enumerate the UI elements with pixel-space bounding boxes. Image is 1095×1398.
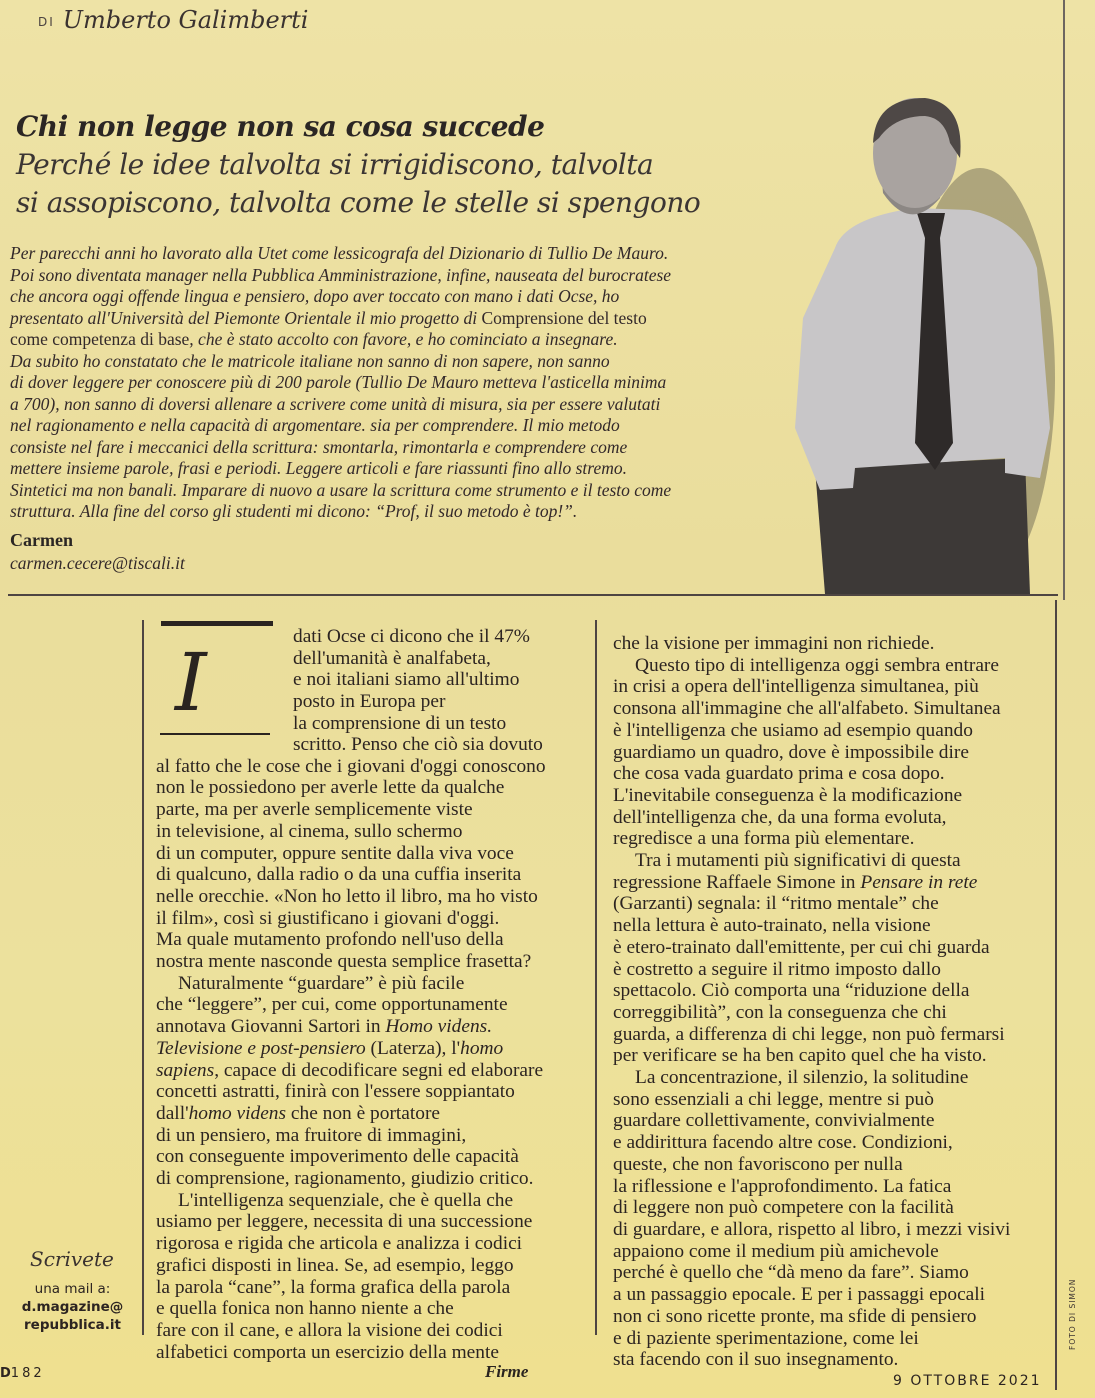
text-line: è l'intelligenza che usiamo ad esempio quando xyxy=(613,719,973,741)
text-line: posto in Europa per xyxy=(293,691,446,713)
text-line: è costretto a seguire il ritmo imposto dallo xyxy=(613,958,941,980)
letter-line: a 700), non sanno di doversi allenare a scrivere come unità di misura, sia per essere valutati xyxy=(10,393,661,414)
text-line: di un pensiero, ma fruitore di immagini, xyxy=(156,1124,467,1146)
byline xyxy=(38,6,308,34)
answer-column-1-intro xyxy=(293,626,530,735)
text-line: nelle orecchie. «Non ho letto il libro, ma ho visto xyxy=(156,885,538,907)
letter-line: Da subito ho constatato che le matricole italiane non sanno di non sapere, non sanno xyxy=(10,350,610,371)
text-line: La concentrazione, il silenzio, la solitudine xyxy=(635,1067,969,1089)
dropcap-rule-top xyxy=(161,621,273,626)
text-span: che non è portatore xyxy=(286,1102,441,1124)
letter-signature: Carmen xyxy=(10,530,73,550)
headline-subtitle-2: si assopiscono, talvolta come le stelle si spengono xyxy=(16,186,701,219)
text-line: alfabetici comporta un esercizio della mente xyxy=(156,1341,499,1363)
text-line: che “leggere”, per cui, come opportunamente xyxy=(156,994,508,1016)
page-number: 182 xyxy=(10,1366,45,1381)
text-line: in crisi a opera dell'intelligenza simultanea, più xyxy=(613,676,979,698)
book-title: Televisione e post-pensiero xyxy=(156,1037,366,1059)
letter-line: Per parecchi anni ho lavorato alla Utet come lessicografa del Dizionario di Tullio De Mauro. xyxy=(10,243,669,263)
text-line: e addirittura facendo altre cose. Condizioni, xyxy=(613,1132,953,1154)
text-line: di leggere non può competere con la facilità xyxy=(613,1197,954,1219)
text-line: la parola “cane”, la forma grafica della parola xyxy=(156,1276,511,1298)
text-line: guardiamo un quadro, dove è impossibile dire xyxy=(613,741,969,763)
byline-author: Umberto Galimberti xyxy=(62,6,309,34)
headline xyxy=(16,108,736,222)
text-line xyxy=(156,1103,546,1125)
photo-credit: FOTO DI SIMON xyxy=(1068,1278,1077,1350)
text-line: e quella fonica non hanno niente a che xyxy=(156,1298,454,1320)
text-line: di guardare, e allora, rispetto al libro, i mezzi visivi xyxy=(613,1218,1011,1240)
text-line: (Garzanti) segnala: il “ritmo mentale” che xyxy=(613,893,939,915)
letter-line: Sintetici ma non banali. Imparare di nuovo a usare la scrittura come strumento e il testo come xyxy=(10,479,672,500)
letter-line-text: presentato all'Università del Piemonte Orientale il mio progetto di xyxy=(10,307,482,328)
text-line xyxy=(156,1060,546,1082)
sidebar-line: una mail a: xyxy=(34,1281,111,1297)
column-divider-right xyxy=(1055,600,1057,1390)
project-name-cont: come competenza di base xyxy=(10,329,190,349)
text-line: a un passaggio epocale. E per i passaggi epocali xyxy=(613,1284,986,1306)
text-line: Tra i mutamenti più significativi di questa xyxy=(635,850,961,872)
text-line: queste, che non favoriscono per nulla xyxy=(613,1153,903,1175)
text-line: e noi italiani siamo all'ultimo xyxy=(293,669,520,691)
text-line: spettacolo. Ciò comporta una “riduzione della xyxy=(613,980,970,1002)
section-name: Firme xyxy=(485,1362,529,1381)
text-span: annotava Giovanni Sartori in xyxy=(156,1016,386,1038)
text-line: non ci sono ricette pronte, ma sfide di pensiero xyxy=(613,1305,977,1327)
text-line: Ma quale mutamento profondo nell'uso della xyxy=(156,929,504,951)
text-line: è etero-trainato dall'emittente, per cui chi guarda xyxy=(613,936,990,958)
letter-line-text: , che è stato accolto con favore, e ho cominciato a insegnare. xyxy=(189,329,618,349)
book-title: Pensare in rete xyxy=(860,871,978,893)
text-line: scritto. Penso che ciò sia dovuto xyxy=(293,734,543,755)
term: homo videns xyxy=(188,1102,287,1124)
text-line: Naturalmente “guardare” è più facile xyxy=(178,972,465,994)
text-line: correggibilità”, con la conseguenza che chi xyxy=(613,1001,947,1023)
text-line: Questo tipo di intelligenza oggi sembra entrare xyxy=(635,654,1000,676)
text-line: guarda, a differenza di chi legge, non può fermarsi xyxy=(613,1023,1005,1045)
sidebar-title: Scrivete xyxy=(30,1247,114,1271)
text-span: (Laterza), l' xyxy=(365,1037,461,1059)
text-line: rigorosa e rigida che articola e analizza i codici xyxy=(156,1233,523,1255)
text-line: che cosa vada guardato prima e cosa dopo. xyxy=(613,763,945,785)
reader-letter xyxy=(10,243,745,523)
text-line: regredisce a una forma più elementare. xyxy=(613,828,915,850)
answer-column-2 xyxy=(613,633,1010,1371)
text-line: in televisione, al cinema, sullo schermo xyxy=(156,820,463,842)
page-folio xyxy=(0,1366,45,1381)
text-line: fare con il cane, e allora la visione dei codici xyxy=(156,1319,503,1341)
text-line: la comprensione di un testo xyxy=(293,712,507,734)
folio-prefix: D xyxy=(0,1366,11,1381)
byline-prefix: DI xyxy=(38,14,55,29)
text-line: il film», così si giustificano i giovani d'oggi. xyxy=(156,907,500,929)
text-line: con conseguente impoverimento delle capacità xyxy=(156,1146,519,1168)
headline-title: Chi non legge non sa cosa succede xyxy=(16,110,545,143)
letter-email[interactable]: carmen.cecere@tiscali.it xyxy=(10,553,185,573)
text-line: per verificare se ha ben capito quel che ha visto. xyxy=(613,1045,987,1067)
text-line: sta facendo con il suo insegnamento. xyxy=(613,1349,899,1371)
text-line: di un computer, oppure sentite dalla viva voce xyxy=(156,842,514,864)
issue-date: 9 OTTOBRE 2021 xyxy=(893,1373,1042,1389)
text-line: usiamo per leggere, necessita di una successione xyxy=(156,1211,533,1233)
sidebar-email-1[interactable]: d.magazine@ xyxy=(21,1299,124,1315)
project-name: Comprensione del testo xyxy=(481,307,647,328)
text-line: dell'intelligenza che, da una forma evoluta, xyxy=(613,806,947,828)
text-line: sono essenziali a chi legge, mentre si può xyxy=(613,1088,934,1110)
term: sapiens xyxy=(156,1059,215,1081)
text-line: appaiono come il medium più amichevole xyxy=(613,1240,939,1262)
answer-column-1 xyxy=(156,734,546,1363)
letter-line: mettere insieme parole, frasi e periodi. Leggere articoli e fare riassunti fino allo stremo. xyxy=(10,458,627,478)
letter-line: struttura. Alla fine del corso gli studenti mi dicono: “Prof, il suo metodo è top!”. xyxy=(10,501,578,521)
text-line: di comprensione, ragionamento, giudizio critico. xyxy=(156,1168,534,1190)
column-divider-left xyxy=(142,620,144,1335)
text-line: di qualcuno, dalla radio o da una cuffia inserita xyxy=(156,864,522,886)
sidebar-contact xyxy=(10,1280,135,1334)
text-line: concetti astratti, finirà con l'essere soppiantato xyxy=(156,1081,515,1103)
term: homo xyxy=(460,1037,504,1059)
text-line: consona all'immagine che all'alfabeto. Simultanea xyxy=(613,698,1001,720)
text-line xyxy=(613,872,1010,894)
headline-subtitle-1: Perché le idee talvolta si irrigidiscono, talvolta xyxy=(16,148,654,181)
text-span: regressione Raffaele Simone in xyxy=(613,871,861,893)
column-divider-middle xyxy=(595,620,597,1335)
text-line: grafici disposti in linea. Se, ad esempio, leggo xyxy=(156,1254,514,1276)
text-line: dati Ocse ci dicono che il 47% xyxy=(293,626,530,647)
letter-line: consiste nel fare i meccanici della scrittura: smontarla, rimontarla e comprendere come xyxy=(10,436,628,457)
text-line: al fatto che le cose che i giovani d'oggi conoscono xyxy=(156,755,546,777)
sidebar-email-2[interactable]: repubblica.it xyxy=(24,1317,121,1333)
horizontal-divider xyxy=(8,594,1058,596)
text-line: non le possiedono per averle lette da qualche xyxy=(156,777,505,799)
letter-line: che ancora oggi offende lingua e pensiero, dopo aver toccato con mano i dati Ocse, ho xyxy=(10,286,620,306)
drop-cap: I xyxy=(175,636,207,729)
text-line: nella lettura è auto-trainato, nella visione xyxy=(613,915,931,937)
text-span: dall' xyxy=(156,1102,189,1124)
text-line: nostra mente nasconde questa semplice frasetta? xyxy=(156,951,532,973)
letter-line: Poi sono diventata manager nella Pubblica Amministrazione, infine, nauseata del burocratese xyxy=(10,264,672,285)
author-photo xyxy=(775,98,1075,594)
letter-line xyxy=(10,329,745,351)
text-line: parte, ma per averle semplicemente viste xyxy=(156,799,473,821)
text-line xyxy=(156,1016,546,1038)
letter-line xyxy=(10,308,745,330)
text-line: e di paziente sperimentazione, come lei xyxy=(613,1327,919,1349)
text-span: , capace di decodificare segni ed elaborare xyxy=(214,1059,544,1081)
letter-line: nel ragionamento e nella capacità di argomentare. sia per comprendere. Il mio metodo xyxy=(10,415,620,435)
text-line: che la visione per immagini non richiede. xyxy=(613,633,935,654)
text-line: perché è quello che “dà meno da fare”. Siamo xyxy=(613,1262,969,1284)
text-line xyxy=(156,1038,546,1060)
text-line: L'intelligenza sequenziale, che è quella che xyxy=(178,1189,514,1211)
text-line: guardare collettivamente, convivialmente xyxy=(613,1110,935,1132)
book-title: Homo videns. xyxy=(385,1016,493,1038)
letter-line: di dover leggere per conoscere più di 200 parole (Tullio De Mauro metteva l'asticella minima xyxy=(10,372,667,392)
text-line: L'inevitabile conseguenza è la modificazione xyxy=(613,784,963,806)
text-line: dell'umanità è analfabeta, xyxy=(293,647,491,669)
text-line: la riflessione e l'approfondimento. La fatica xyxy=(613,1175,952,1197)
